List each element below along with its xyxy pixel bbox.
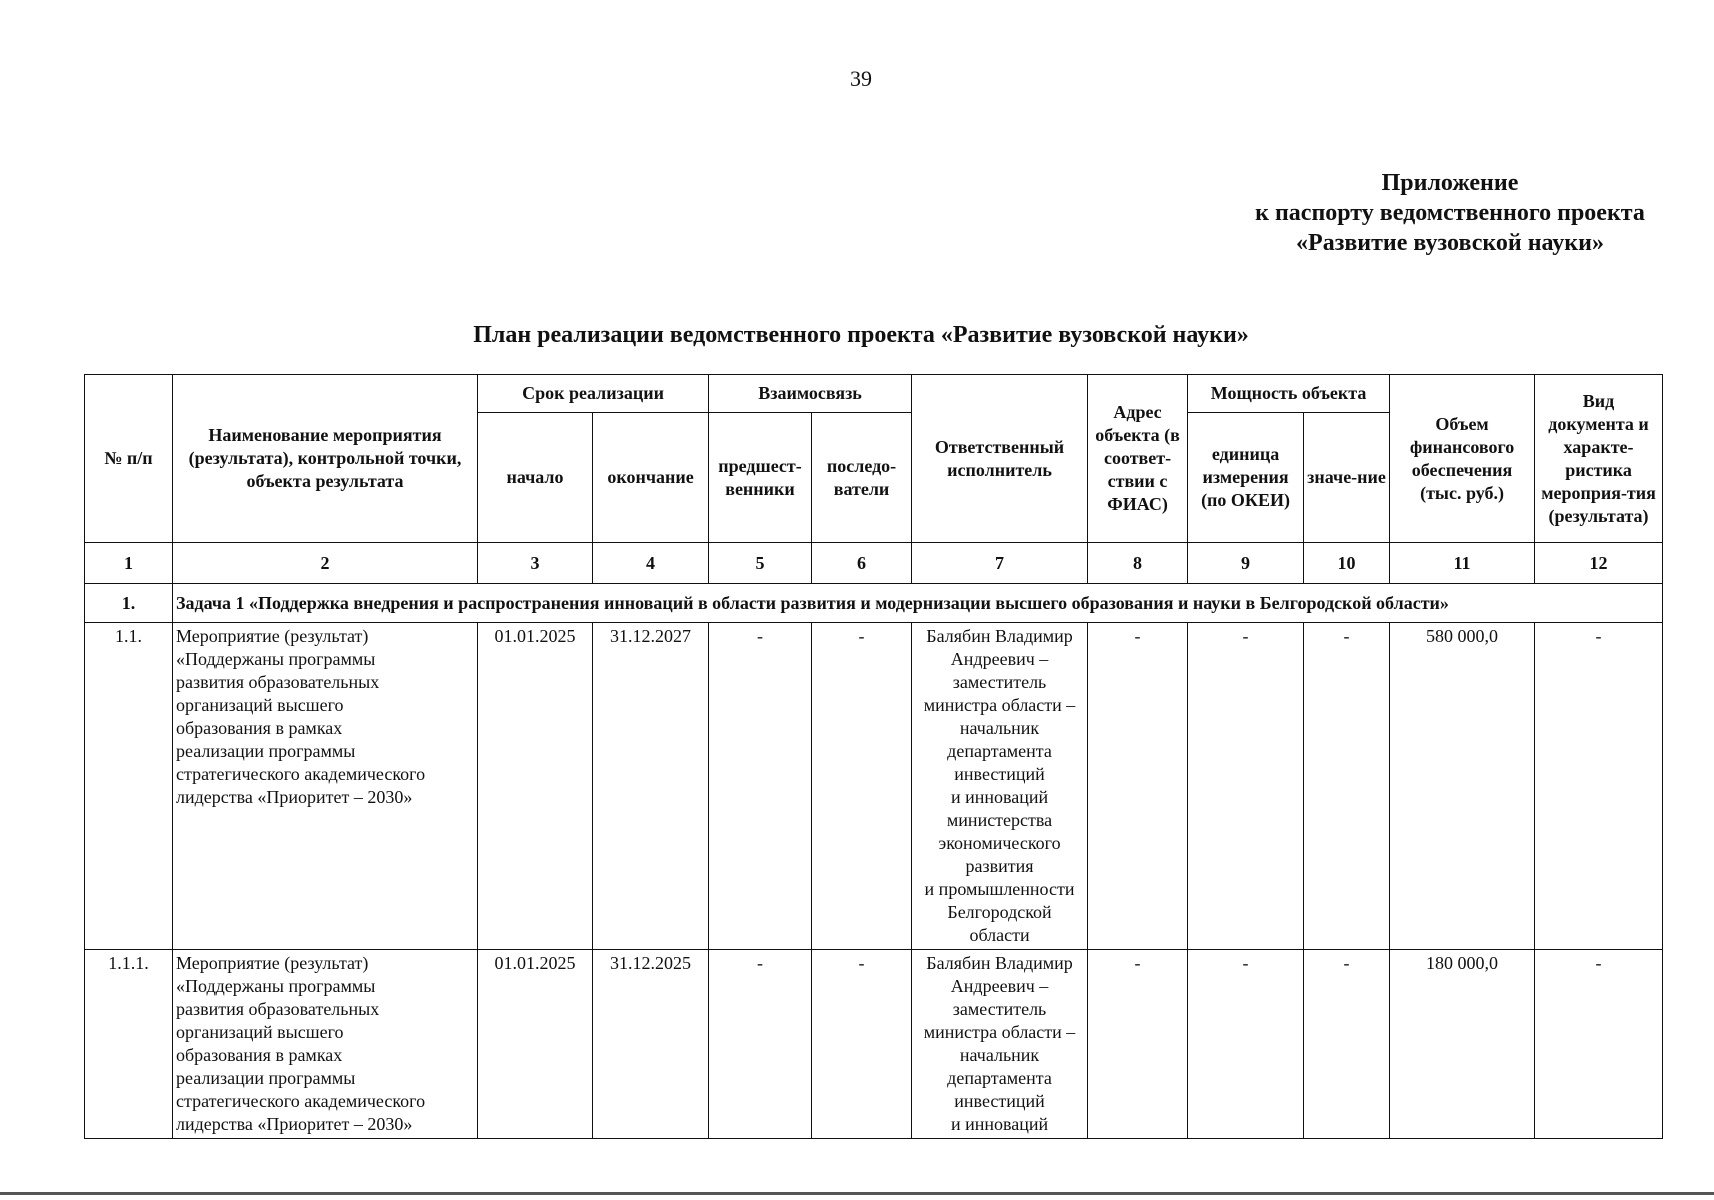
header-value: значе-ние bbox=[1304, 413, 1390, 543]
header-start: начало bbox=[478, 413, 593, 543]
col-number: 6 bbox=[812, 543, 912, 584]
header-unit: единица измерения (по ОКЕИ) bbox=[1188, 413, 1304, 543]
header-pred: предшест-венники bbox=[709, 413, 812, 543]
header-doc: Вид документа и характе-ристика мероприя-тия (результата) bbox=[1535, 375, 1663, 543]
row-value: - bbox=[1304, 623, 1390, 950]
row-end: 31.12.2025 bbox=[593, 950, 709, 1139]
header-link: Взаимосвязь bbox=[709, 375, 912, 413]
row-num: 1.1.1. bbox=[85, 950, 173, 1139]
col-number: 11 bbox=[1390, 543, 1535, 584]
row-resp: Балябин Владимир Андреевич – заместитель министра области – начальник департамента инвестиций и инноваций bbox=[912, 950, 1088, 1139]
row-pred: - bbox=[709, 950, 812, 1139]
task-text: Задача 1 «Поддержка внедрения и распространения инноваций в области развития и модернизации высшего образования и науки в Белгородской области» bbox=[173, 584, 1663, 623]
col-number: 8 bbox=[1088, 543, 1188, 584]
row-unit: - bbox=[1188, 950, 1304, 1139]
table-row bbox=[85, 623, 1663, 950]
col-number: 7 bbox=[912, 543, 1088, 584]
row-finance: 180 000,0 bbox=[1390, 950, 1535, 1139]
row-end: 31.12.2027 bbox=[593, 623, 709, 950]
col-number: 1 bbox=[85, 543, 173, 584]
column-number-row bbox=[85, 543, 1663, 584]
header-resp: Ответственный исполнитель bbox=[912, 375, 1088, 543]
appendix-line-1: Приложение bbox=[1381, 170, 1519, 196]
row-name: Мероприятие (результат) «Поддержаны программы развития образовательных организаций высшего образования в рамках реализации программы стратегического академического лидерства «Приоритет – 2030» bbox=[173, 950, 478, 1139]
col-number: 12 bbox=[1535, 543, 1663, 584]
header-row-1 bbox=[85, 375, 1663, 413]
col-number: 10 bbox=[1304, 543, 1390, 584]
row-resp: Балябин Владимир Андреевич – заместитель министра области – начальник департамента инвестиций и инноваций министерства экономического развития и промышленности Белгородской области bbox=[912, 623, 1088, 950]
page-number: 39 bbox=[850, 66, 872, 91]
col-number: 4 bbox=[593, 543, 709, 584]
row-succ: - bbox=[812, 950, 912, 1139]
appendix-line-3: «Развитие вузовской науки» bbox=[1296, 230, 1604, 256]
row-num: 1.1. bbox=[85, 623, 173, 950]
task-row bbox=[85, 584, 1663, 623]
row-succ: - bbox=[812, 623, 912, 950]
appendix-heading bbox=[1150, 168, 1714, 258]
row-value: - bbox=[1304, 950, 1390, 1139]
header-term: Срок реализации bbox=[478, 375, 709, 413]
scan-edge-line bbox=[0, 1192, 1714, 1195]
table-row bbox=[85, 950, 1663, 1139]
row-start: 01.01.2025 bbox=[478, 950, 593, 1139]
row-address: - bbox=[1088, 950, 1188, 1139]
plan-table bbox=[84, 374, 1663, 1139]
row-name: Мероприятие (результат) «Поддержаны программы развития образовательных организаций высшего образования в рамках реализации программы стратегического академического лидерства «Приоритет – 2030» bbox=[173, 623, 478, 950]
task-num: 1. bbox=[85, 584, 173, 623]
header-finance: Объем финансового обеспечения (тыс. руб.) bbox=[1390, 375, 1535, 543]
row-doc: - bbox=[1535, 950, 1663, 1139]
header-num: № п/п bbox=[85, 375, 173, 543]
row-doc: - bbox=[1535, 623, 1663, 950]
plan-title: План реализации ведомственного проекта «Развитие вузовской науки» bbox=[473, 322, 1249, 348]
col-number: 5 bbox=[709, 543, 812, 584]
header-capacity: Мощность объекта bbox=[1188, 375, 1390, 413]
col-number: 3 bbox=[478, 543, 593, 584]
row-finance: 580 000,0 bbox=[1390, 623, 1535, 950]
row-start: 01.01.2025 bbox=[478, 623, 593, 950]
header-succ: последо-ватели bbox=[812, 413, 912, 543]
row-unit: - bbox=[1188, 623, 1304, 950]
col-number: 9 bbox=[1188, 543, 1304, 584]
header-name: Наименование мероприятия (результата), контрольной точки, объекта результата bbox=[173, 375, 478, 543]
row-address: - bbox=[1088, 623, 1188, 950]
col-number: 2 bbox=[173, 543, 478, 584]
header-end: окончание bbox=[593, 413, 709, 543]
appendix-line-2: к паспорту ведомственного проекта bbox=[1255, 200, 1645, 226]
row-pred: - bbox=[709, 623, 812, 950]
header-address: Адрес объекта (в соответ-ствии с ФИАС) bbox=[1088, 375, 1188, 543]
